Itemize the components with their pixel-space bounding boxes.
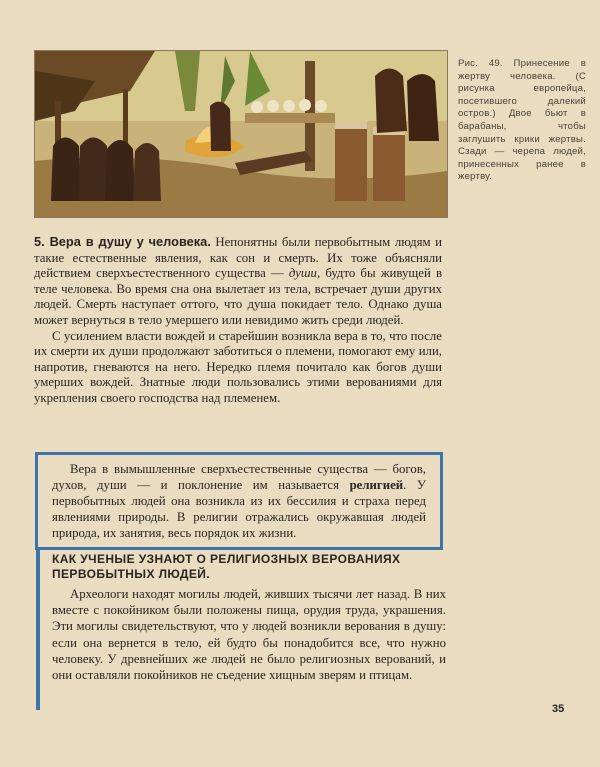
term-soul: души	[288, 266, 317, 281]
paragraph-2: С усилением власти вождей и старейшин возникла вера в то, что после их смерти их души продолжают заботиться о племени, помогают ему или, напротив, гневаются на него. Нередко племя почитало как богов души умерших вождей. Знатные люди пользовались этими верованиями для укрепления своего господства над племенем.	[34, 328, 442, 405]
paragraph-1-text-a: Непонятны были первобытным людям и такие естественные явления, как сон и смерть. Их тоже объясняли действием сверхъестественного существа —	[34, 235, 442, 281]
sidebar-text: Археологи находят могилы людей, живших тысячи лет назад. В них вместе с покойником были положены пища, орудия труда, украшения. Эти могилы свидетельствуют, что у людей возникли верования в душу: если она вернется в тело, ей будто бы понадобится все, что нужно человеку. У древнейших же людей не было религиозных верований, и они оставляли покойников не съедение хищным зверям и птицам.	[52, 587, 446, 683]
illustration-artwork	[35, 51, 447, 217]
term-religion: религией	[349, 478, 404, 492]
figure-caption: Рис. 49. Принесение в жертву человека. (С рисунка европейца, посетившего далекий остров.) Двое бьют в барабаны, чтобы заглушить крики жертвы. Сзади — черепа людей, принесенных ранее в жертву.	[458, 58, 586, 183]
definition-text-b: . У первобытных людей она возникла из их бессилия и страха перед явлениями природы. В религии отражались окружавшая людей природа, их занятия, весь порядок их жизни.	[52, 478, 426, 540]
paragraph-1	[34, 234, 442, 329]
definition-text-a: Вера в вымышленные сверхъестественные существа — богов, духов, души — и поклонение им называется	[52, 462, 426, 492]
sidebar-title: КАК УЧЕНЫЕ УЗНАЮТ О РЕЛИГИОЗНЫХ ВЕРОВАНИЯХ ПЕРВОБЫТНЫХ ЛЮДЕЙ.	[52, 552, 401, 581]
sacrifice-illustration	[34, 50, 448, 218]
section-body	[34, 234, 442, 407]
page-number: 35	[552, 703, 565, 715]
paragraph-1-text-b: , будто бы живущей в теле человека. Во время сна она вылетает из тела, встречает души других людей. Смерть наступает оттого, что душа покидает тело. Однако душа может вернуться в тело умершего или невидимо жить среди людей.	[34, 266, 442, 327]
definition-box	[35, 452, 443, 550]
scientists-sidebar	[36, 548, 448, 710]
section-heading: 5. Вера в душу у человека.	[34, 234, 211, 249]
